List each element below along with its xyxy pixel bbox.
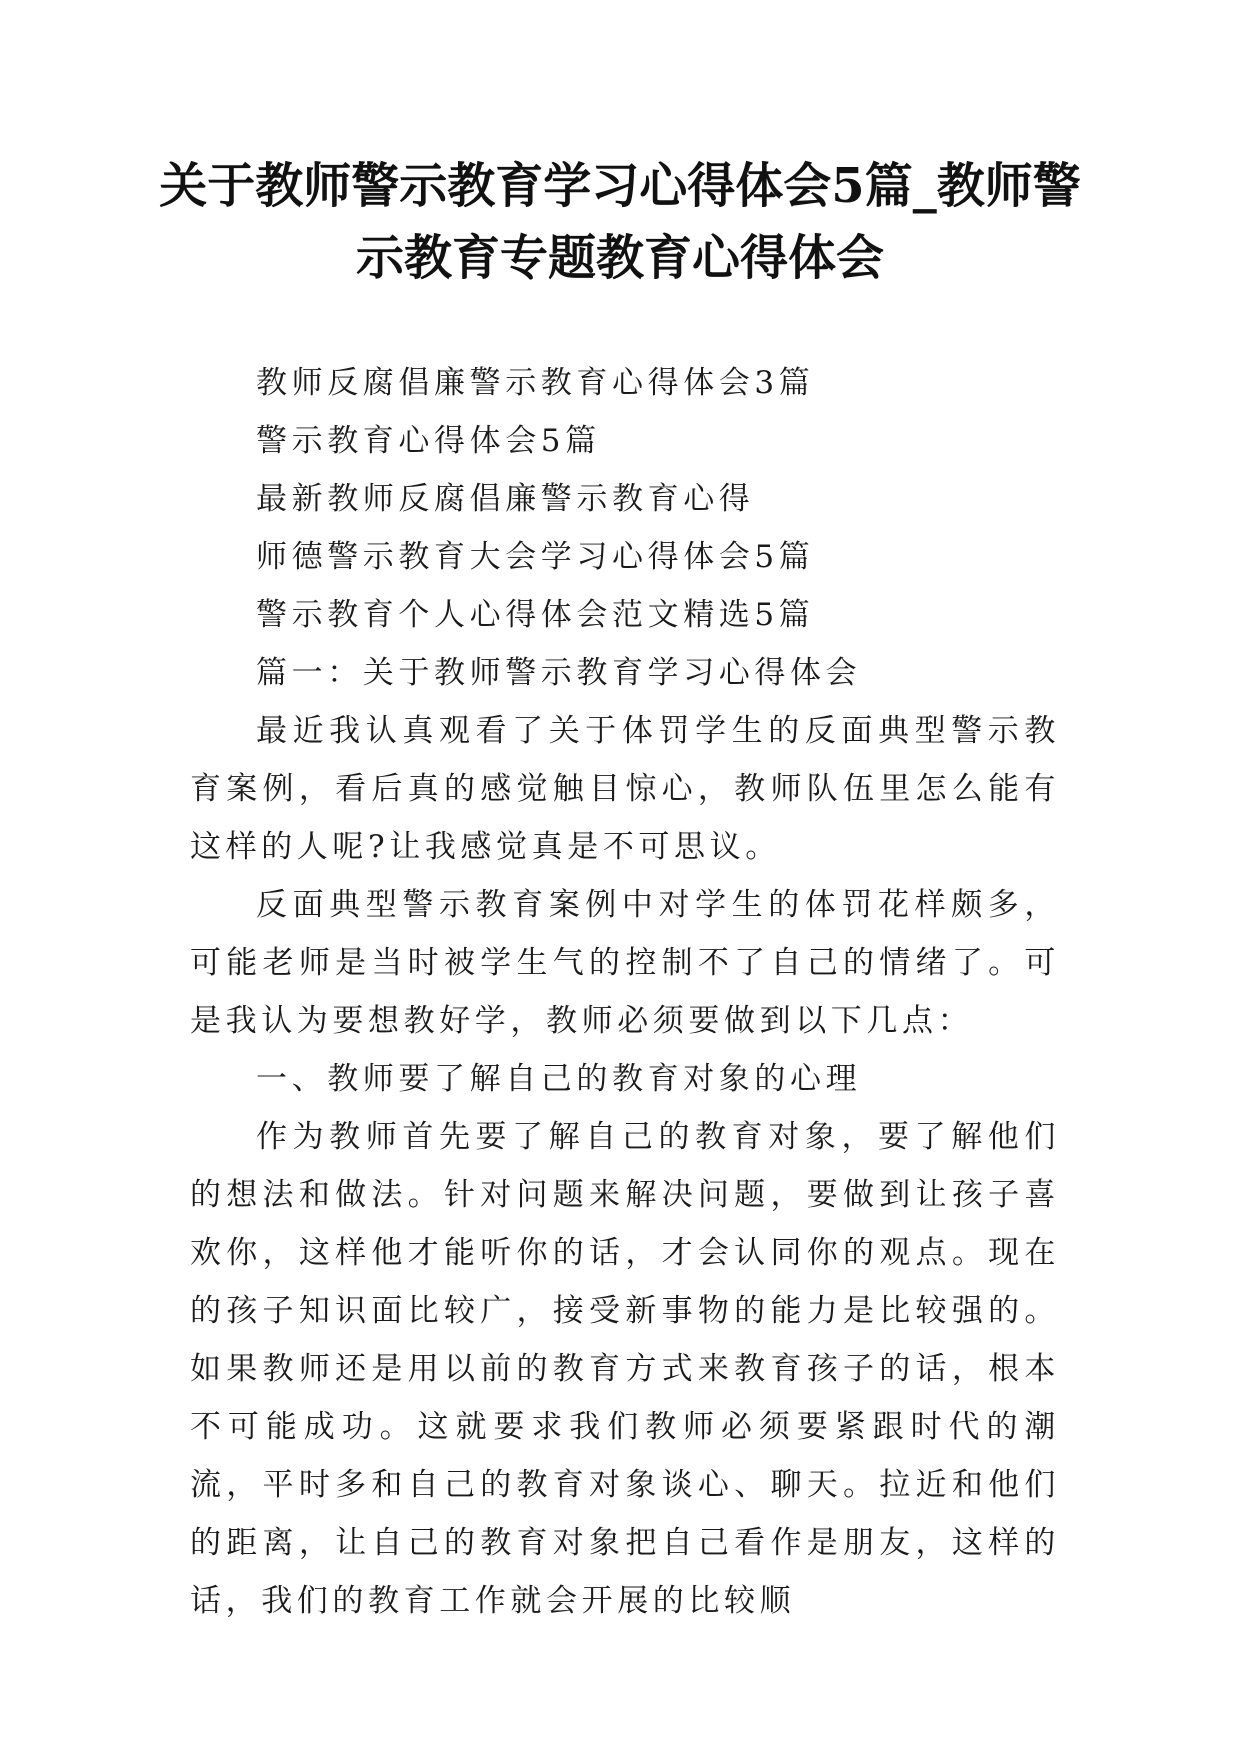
- document-title: 关于教师警示教育学习心得体会5篇_教师警示教育专题教育心得体会: [159, 158, 1081, 286]
- toc-item: 教师反腐倡廉警示教育心得体会3篇: [256, 365, 815, 401]
- section-heading: 篇一：关于教师警示教育学习心得体会: [256, 655, 862, 691]
- toc-item: 师德警示教育大会学习心得体会5篇: [256, 539, 815, 575]
- toc-item: 警示教育心得体会5篇: [256, 423, 601, 459]
- subheading: 一、教师要了解自己的教育对象的心理: [256, 1061, 862, 1097]
- paragraph: 作为教师首先要了解自己的教育对象，要了解他们的想法和做法。针对问题来解决问题，要做到让孩子喜欢你，这样他才能听你的话，才会认同你的观点。现在的孩子知识面比较广，接受新事物的能力是比较强的。如果教师还是用以前的教育方式来教育孩子的话，根本不可能成功。这就要求我们教师必须要紧跟时代的潮流，平时多和自己的教育对象谈心、聊天。拉近和他们的距离，让自己的教育对象把自己看作是朋友，这样的话，我们的教育工作就会开展的比较顺: [190, 1119, 1060, 1619]
- paragraph: 最近我认真观看了关于体罚学生的反面典型警示教育案例，看后真的感觉触目惊心，教师队伍里怎么能有这样的人呢?让我感觉真是不可思议。: [190, 713, 1060, 865]
- toc-item: 最新教师反腐倡廉警示教育心得: [256, 481, 755, 517]
- toc-item: 警示教育个人心得体会范文精选5篇: [256, 597, 815, 633]
- paragraph: 反面典型警示教育案例中对学生的体罚花样颇多，可能老师是当时被学生气的控制不了自己的情绪了。可是我认为要想教好学，教师必须要做到以下几点：: [190, 887, 1060, 1039]
- document-body: [190, 354, 1060, 1630]
